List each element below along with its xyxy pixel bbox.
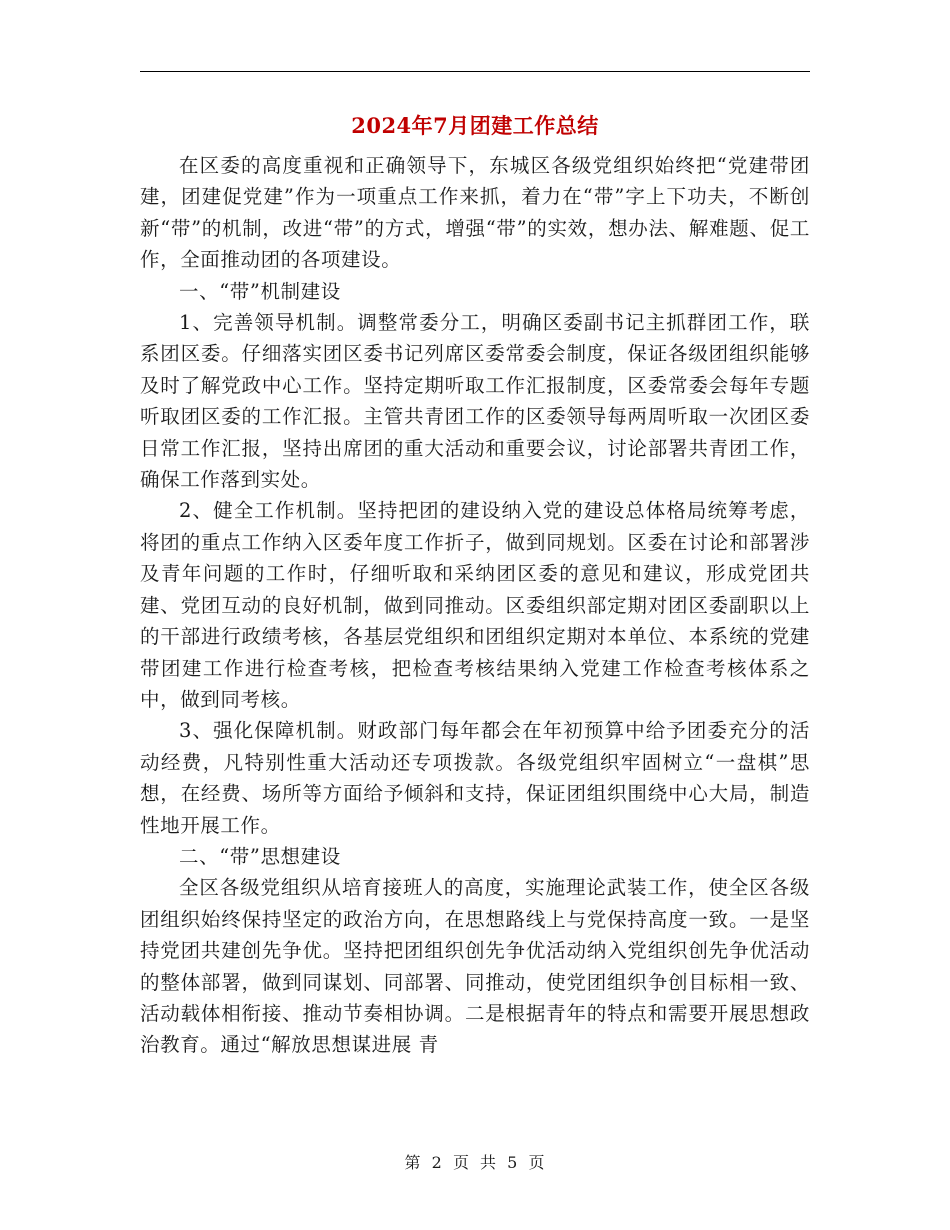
footer-suffix: 页 bbox=[528, 1153, 546, 1172]
document-body bbox=[140, 150, 810, 1061]
footer-page-number: 2 bbox=[431, 1153, 443, 1172]
paragraph-work-mechanism: 2、健全工作机制。坚持把团的建设纳入党的建设总体格局统筹考虑，将团的重点工作纳入区委年度工作折子，做到同规划。区委在讨论和部署涉及青年问题的工作时，仔细听取和采纳团区委的意见和建议，形成党团共建、党团互动的良好机制，做到同推动。区委组织部定期对团区委副职以上的干部进行政绩考核，各基层党组织和团组织定期对本单位、本系统的党建带团建工作进行检查考核，把检查考核结果纳入党建工作检查考核体系之中，做到同考核。 bbox=[140, 499, 810, 711]
footer-prefix: 第 bbox=[404, 1153, 422, 1172]
paragraph-ideology: 全区各级党组织从培育接班人的高度，实施理论武装工作，使全区各级团组织始终保持坚定的政治方向，在思想路线上与党保持高度一致。一是坚持党团共建创先争优。坚持把团组织创先争优活动纳入党组织创先争优活动的整体部署，做到同谋划、同部署、同推动，使党团组织争创目标相一致、活动载体相衔接、推动节奏相协调。二是根据青年的特点和需要开展思想政治教育。通过“解放思想谋进展 青 bbox=[140, 876, 810, 1057]
footer-page-word: 页 bbox=[452, 1153, 470, 1172]
section-heading-2: 二、“带”思想建设 bbox=[179, 844, 341, 868]
paragraph-guarantee-mechanism: 3、强化保障机制。财政部门每年都会在年初预算中给予团委充分的活动经费，凡特别性重大活动还专项拨款。各级党组织牢固树立“一盘棋”思想，在经费、场所等方面给予倾斜和支持，保证团组织围绕中心大局，制造性地开展工作。 bbox=[140, 719, 810, 837]
footer-total-pages: 5 bbox=[507, 1153, 519, 1172]
paragraph-leadership-mechanism: 1、完善领导机制。调整常委分工，明确区委副书记主抓群团工作，联系团区委。仔细落实团区委书记列席区委常委会制度，保证各级团组织能够及时了解党政中心工作。坚持定期听取工作汇报制度，区委常委会每年专题听取团区委的工作汇报。主管共青团工作的区委领导每两周听取一次团区委日常工作汇报，坚持出席团的重大活动和重要会议，讨论部署共青团工作，确保工作落到实处。 bbox=[140, 311, 810, 492]
header-rule bbox=[140, 71, 810, 72]
page-footer bbox=[0, 1152, 950, 1174]
document-title: 2024年7月团建工作总结 bbox=[351, 113, 599, 138]
section-heading-1: 一、“带”机制建设 bbox=[179, 279, 341, 303]
paragraph-intro: 在区委的高度重视和正确领导下，东城区各级党组织始终把“党建带团建，团建促党建”作为一项重点工作来抓，着力在“带”字上下功夫，不断创新“带”的机制，改进“带”的方式，增强“带”的实效，想办法、解难题、促工作，全面推动团的各项建设。 bbox=[140, 154, 810, 272]
footer-total-word: 共 bbox=[480, 1153, 498, 1172]
